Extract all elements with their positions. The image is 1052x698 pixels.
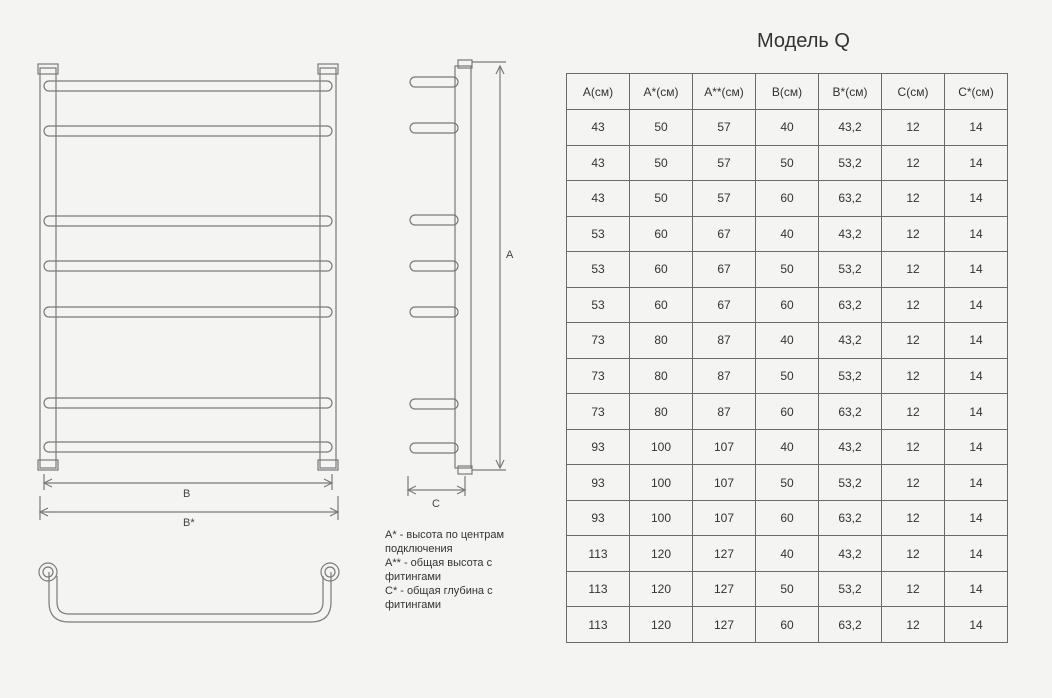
model-title: Модель Q	[757, 30, 850, 52]
table-row	[567, 429, 1008, 465]
crossbar-side	[410, 123, 458, 133]
table-cell: 14	[945, 571, 1008, 607]
note-line: фитингами	[385, 571, 442, 583]
table-cell: 53	[567, 287, 630, 323]
table-row	[567, 110, 1008, 146]
table-row	[567, 323, 1008, 359]
crossbar	[44, 216, 332, 226]
table-cell: 80	[630, 394, 693, 430]
column-header: C(см)	[882, 74, 945, 110]
table-cell: 14	[945, 394, 1008, 430]
table-cell: 73	[567, 323, 630, 359]
table-cell: 12	[882, 607, 945, 643]
table-cell: 107	[693, 500, 756, 536]
b-label: B	[183, 488, 191, 500]
table-cell: 63,2	[819, 394, 882, 430]
crossbar	[44, 442, 332, 452]
crossbar-side	[410, 77, 458, 87]
left-fitting	[39, 563, 57, 581]
table-cell: 100	[630, 429, 693, 465]
table-cell: 40	[756, 323, 819, 359]
table-cell: 60	[756, 181, 819, 217]
table-cell: 53,2	[819, 145, 882, 181]
column-header: C*(см)	[945, 74, 1008, 110]
table-cell: 50	[630, 181, 693, 217]
table-cell: 12	[882, 323, 945, 359]
table-cell: 43,2	[819, 429, 882, 465]
right-post-cap-top	[318, 64, 338, 74]
table-cell: 57	[693, 110, 756, 146]
table-cell: 93	[567, 429, 630, 465]
table-row	[567, 358, 1008, 394]
table-cell: 12	[882, 252, 945, 288]
a-label: A	[506, 249, 514, 261]
table-cell: 63,2	[819, 500, 882, 536]
column-header: A**(см)	[693, 74, 756, 110]
table-cell: 107	[693, 465, 756, 501]
table-cell: 12	[882, 429, 945, 465]
note-line: A** - общая высота с	[385, 557, 493, 569]
table-row	[567, 465, 1008, 501]
table-row	[567, 287, 1008, 323]
crossbar-side	[410, 399, 458, 409]
table-cell: 127	[693, 607, 756, 643]
note-line: фитингами	[385, 599, 442, 611]
table-cell: 50	[756, 571, 819, 607]
table-cell: 60	[756, 500, 819, 536]
b-star-label: B*	[183, 517, 195, 529]
table-cell: 57	[693, 145, 756, 181]
table-cell: 67	[693, 252, 756, 288]
table-cell: 53	[567, 252, 630, 288]
front-view	[38, 64, 338, 520]
table-cell: 53,2	[819, 252, 882, 288]
table-cell: 14	[945, 323, 1008, 359]
table-cell: 12	[882, 287, 945, 323]
table-cell: 60	[756, 287, 819, 323]
table-cell: 80	[630, 358, 693, 394]
table-cell: 43,2	[819, 110, 882, 146]
table-cell: 50	[630, 110, 693, 146]
table-cell: 14	[945, 216, 1008, 252]
note-line: A* - высота по центрам	[385, 529, 505, 541]
crossbar-side	[410, 215, 458, 225]
crossbar-side	[410, 307, 458, 317]
table-cell: 43	[567, 110, 630, 146]
table-cell: 14	[945, 110, 1008, 146]
table-cell: 87	[693, 323, 756, 359]
table-cell: 43,2	[819, 536, 882, 572]
table-cell: 53,2	[819, 571, 882, 607]
table-row	[567, 607, 1008, 643]
table-cell: 40	[756, 429, 819, 465]
table-cell: 12	[882, 358, 945, 394]
table-cell: 53,2	[819, 465, 882, 501]
side-cap-top	[458, 60, 472, 68]
column-header: B(см)	[756, 74, 819, 110]
table-cell: 14	[945, 465, 1008, 501]
table-cell: 14	[945, 607, 1008, 643]
table-cell: 40	[756, 110, 819, 146]
table-cell: 50	[756, 465, 819, 501]
note-line: подключения	[385, 543, 453, 555]
table-cell: 73	[567, 358, 630, 394]
note-line: C* - общая глубина с	[385, 585, 493, 597]
crossbar	[44, 126, 332, 136]
table-cell: 43	[567, 181, 630, 217]
table-cell: 50	[630, 145, 693, 181]
table-header-row	[567, 74, 1008, 110]
crossbar-side	[410, 443, 458, 453]
crossbar-side	[410, 261, 458, 271]
table-cell: 43,2	[819, 323, 882, 359]
table-cell: 113	[567, 536, 630, 572]
c-label: C	[432, 498, 440, 510]
table-cell: 63,2	[819, 607, 882, 643]
front-crossbars	[44, 81, 332, 452]
table-cell: 100	[630, 500, 693, 536]
table-cell: 63,2	[819, 287, 882, 323]
table-cell: 12	[882, 465, 945, 501]
table-cell: 14	[945, 500, 1008, 536]
right-fitting	[321, 563, 339, 581]
table-cell: 12	[882, 571, 945, 607]
table-cell: 120	[630, 607, 693, 643]
dimension-notes	[385, 528, 545, 612]
table-cell: 40	[756, 536, 819, 572]
table-cell: 113	[567, 607, 630, 643]
side-view	[408, 60, 506, 496]
table-cell: 50	[756, 145, 819, 181]
table-cell: 12	[882, 145, 945, 181]
table-row	[567, 500, 1008, 536]
table-cell: 43	[567, 145, 630, 181]
table-cell: 67	[693, 287, 756, 323]
table-cell: 12	[882, 110, 945, 146]
table-row	[567, 181, 1008, 217]
table-cell: 12	[882, 181, 945, 217]
table-cell: 87	[693, 394, 756, 430]
table-row	[567, 536, 1008, 572]
left-post-cap-top	[38, 64, 58, 74]
table-cell: 53,2	[819, 358, 882, 394]
table-cell: 93	[567, 500, 630, 536]
table-cell: 120	[630, 536, 693, 572]
column-header: A(см)	[567, 74, 630, 110]
crossbar	[44, 398, 332, 408]
side-cap-bottom	[458, 466, 472, 474]
table-cell: 14	[945, 429, 1008, 465]
table-cell: 50	[756, 252, 819, 288]
table-cell: 93	[567, 465, 630, 501]
table-row	[567, 571, 1008, 607]
crossbar	[44, 261, 332, 271]
table-cell: 14	[945, 252, 1008, 288]
table-cell: 53	[567, 216, 630, 252]
table-cell: 107	[693, 429, 756, 465]
table-cell: 60	[630, 216, 693, 252]
table-cell: 57	[693, 181, 756, 217]
table-cell: 127	[693, 571, 756, 607]
table-cell: 113	[567, 571, 630, 607]
table-cell: 50	[756, 358, 819, 394]
side-crossbars	[410, 77, 458, 453]
table-cell: 14	[945, 536, 1008, 572]
crossbar	[44, 307, 332, 317]
table-cell: 12	[882, 500, 945, 536]
dimensions-table	[566, 73, 1008, 643]
table-row	[567, 394, 1008, 430]
table-cell: 67	[693, 216, 756, 252]
table-row	[567, 145, 1008, 181]
table-cell: 60	[630, 287, 693, 323]
table-cell: 87	[693, 358, 756, 394]
table-cell: 127	[693, 536, 756, 572]
table-body	[567, 110, 1008, 643]
column-header: B*(см)	[819, 74, 882, 110]
table-cell: 14	[945, 145, 1008, 181]
table-cell: 100	[630, 465, 693, 501]
table-cell: 80	[630, 323, 693, 359]
crossbar	[44, 81, 332, 91]
top-view	[39, 563, 339, 622]
table-cell: 14	[945, 287, 1008, 323]
table-row	[567, 252, 1008, 288]
table-cell: 73	[567, 394, 630, 430]
table-cell: 60	[756, 607, 819, 643]
table-cell: 43,2	[819, 216, 882, 252]
table-cell: 14	[945, 181, 1008, 217]
table-cell: 12	[882, 216, 945, 252]
table-cell: 40	[756, 216, 819, 252]
table-cell: 12	[882, 394, 945, 430]
table-cell: 120	[630, 571, 693, 607]
table-cell: 63,2	[819, 181, 882, 217]
table-row	[567, 216, 1008, 252]
column-header: A*(см)	[630, 74, 693, 110]
table-cell: 14	[945, 358, 1008, 394]
table-cell: 60	[630, 252, 693, 288]
table-cell: 12	[882, 536, 945, 572]
table-cell: 60	[756, 394, 819, 430]
